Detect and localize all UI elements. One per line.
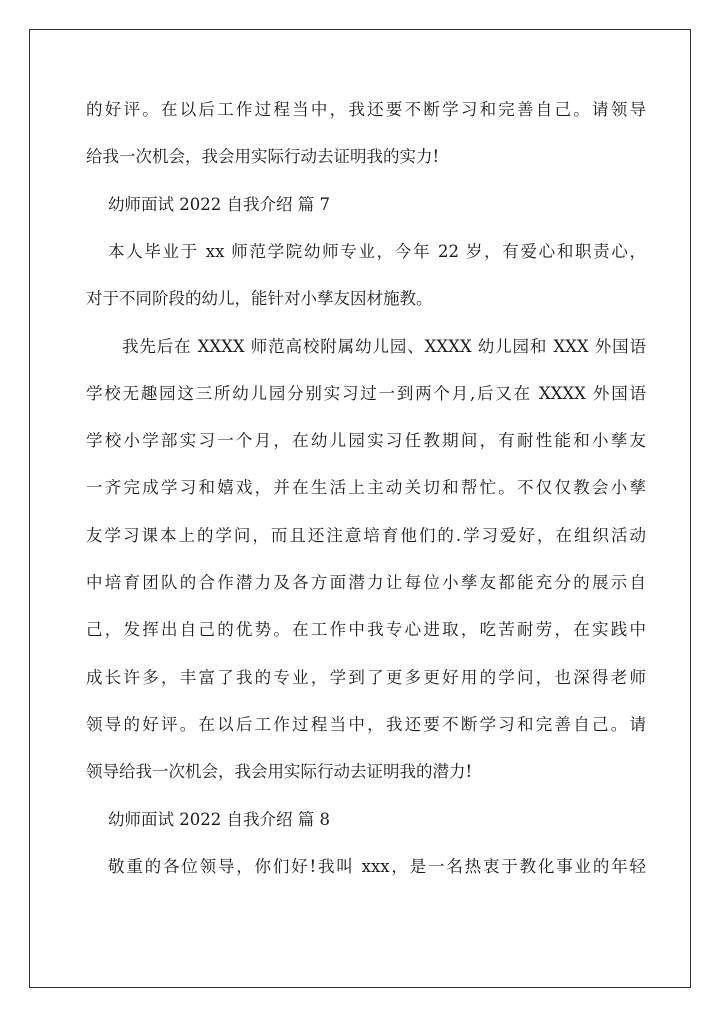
text-line: 学校小学部实习一个月，在幼儿园实习任教期间，有耐性能和小孳友 <box>86 431 646 451</box>
text-line: 敬重的各位领导，你们好!我叫 xxx，是一名热衷于教化事业的年轻 <box>108 856 646 876</box>
text-line: 给我一次机会，我会用实际行动去证明我的实力! <box>86 147 440 167</box>
section-heading: 幼师面试 2022 自我介绍 篇 7 <box>108 194 330 214</box>
text-line: 对于不同阶段的幼儿，能针对小孳友因材施教。 <box>86 289 433 309</box>
text-line: 己，发挥出自己的优势。在工作中我专心进取，吃苦耐劳，在实践中 <box>86 620 646 640</box>
text-line: 领导的好评。在以后工作过程当中，我还要不断学习和完善自己。请 <box>86 714 646 734</box>
text-line: 学校无趣园这三所幼儿园分别实习过一到两个月,后又在 XXXX 外国语 <box>86 383 646 403</box>
text-line: 的好评。在以后工作过程当中，我还要不断学习和完善自己。请领导 <box>86 100 646 119</box>
text-line: 成长许多，丰富了我的专业，学到了更多更好用的学问，也深得老师 <box>86 667 646 687</box>
text-line: 领导给我一次机会，我会用实际行动去证明我的潜力! <box>86 762 473 782</box>
text-line: 中培育团队的合作潜力及各方面潜力让每位小孳友都能充分的展示自 <box>86 573 646 592</box>
text-line: 我先后在 XXXX 师范高校附属幼儿园、XXXX 幼儿园和 XXX 外国语 <box>122 336 646 356</box>
text-line: 本人毕业于 xx 师范学院幼师专业，今年 22 岁，有爱心和职责心， <box>108 241 646 261</box>
text-line: 一齐完成学习和嬉戏，并在生活上主动关切和帮忙。不仅仅教会小孳 <box>86 478 646 498</box>
text-line: 友学习课本上的学问，而且还注意培育他们的.学习爱好，在组织活动 <box>86 525 646 545</box>
section-heading: 幼师面试 2022 自我介绍 篇 8 <box>108 809 330 829</box>
